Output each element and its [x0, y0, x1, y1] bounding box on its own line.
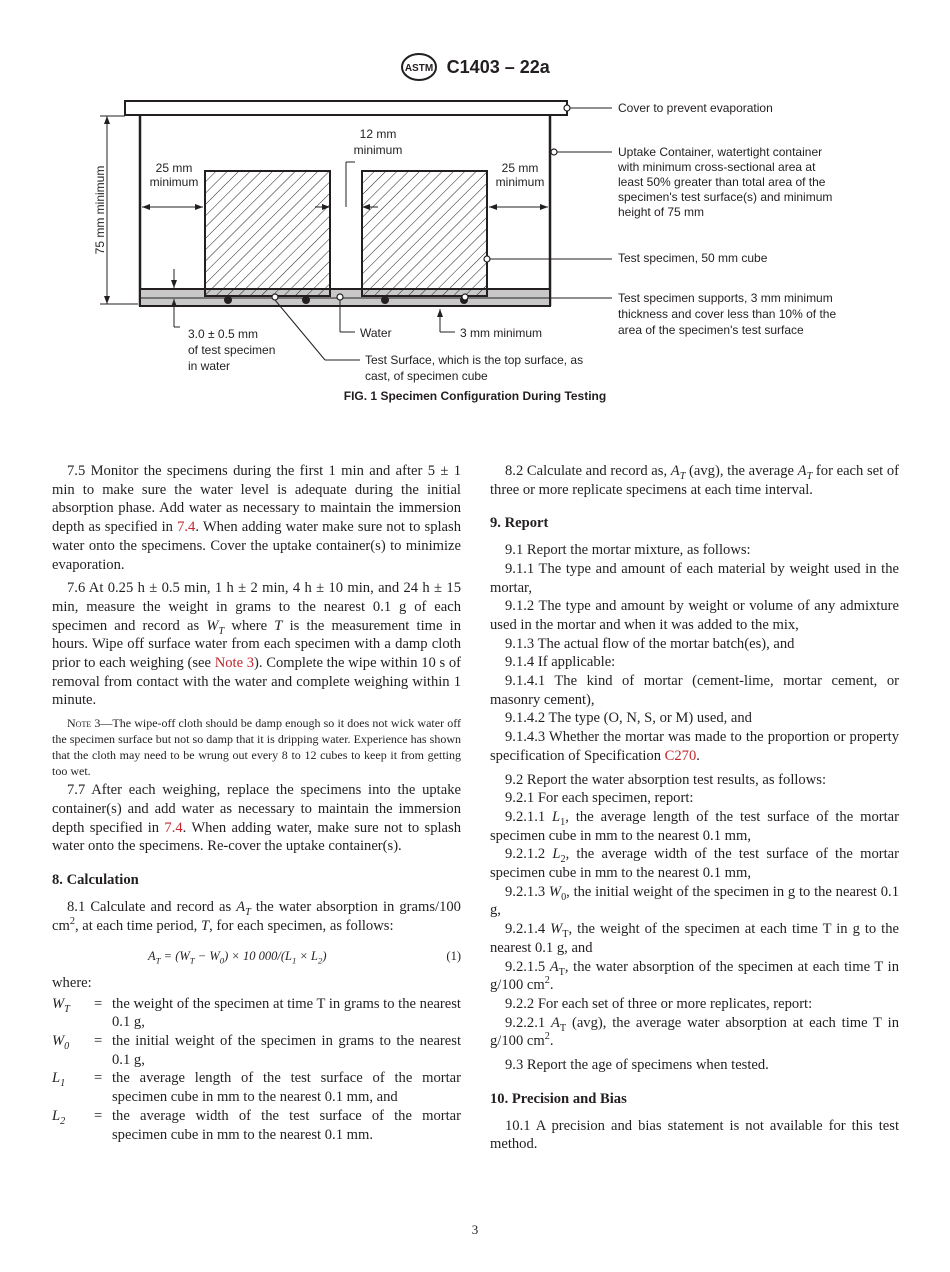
svg-text:least 50% greater than total a: least 50% greater than total area of the	[618, 175, 826, 189]
figure-caption: FIG. 1 Specimen Configuration During Testing	[343, 389, 607, 403]
section-8-1: 8.1 Calculate and record as $A_T$ the water absorption in grams/100 $cm^2$, at each time period, T, for each specimen, as follows:	[52, 898, 461, 934]
where-label: where:	[52, 974, 92, 991]
svg-text:12 mm: 12 mm	[359, 127, 397, 141]
section-7-7: 7.7 After each weighing, replace the specimens into the uptake container(s) and add water as necessary to maintain the immersion depth specified in 7.4. When adding water, make sure not to splash water onto the specimens. Re-cover the uptake container(s).	[52, 782, 461, 855]
symbol-definitions	[52, 995, 461, 1145]
section-10-1: 10.1 A precision and bias statement is not available for this test method.	[490, 1117, 899, 1153]
designation: C1403 – 22a	[446, 56, 550, 77]
section-8-2: 8.2 Calculate and record as, $A_T$ (avg), the average $A_T$ for each set of three or more replicate specimens at each time interval.	[490, 463, 900, 498]
section-9-1-1: 9.1.1 The type and amount of each material by weight used in the mortar,	[490, 560, 899, 596]
heading-calculation: 8. Calculation	[52, 872, 139, 889]
ref-7-4-link[interactable]: 7.4	[164, 819, 183, 836]
specimen-diagram	[80, 92, 880, 392]
definition-row: $W_T$ = the weight of the specimen at time T in grams to the nearest 0.1 g,	[52, 995, 461, 1031]
svg-text:in water: in water	[188, 359, 231, 373]
section-9-2-1-3: 9.2.1.3 $W_0$, the initial weight of the specimen in g to the nearest 0.1 g,	[490, 883, 899, 919]
svg-text:cast, of specimen cube: cast, of specimen cube	[365, 369, 488, 383]
svg-text:Uptake Container, watertight c: Uptake Container, watertight container	[618, 145, 823, 159]
section-9-2-1-4: 9.2.1.4 $W_T$, the weight of the specimen at each time T in g to the nearest 0.1 g, and	[490, 921, 900, 956]
cover-lid	[125, 101, 567, 115]
svg-text:Test Surface, which is the top: Test Surface, which is the top surface, as	[365, 353, 584, 367]
section-9-2-1-2: 9.2.1.2 $L_2$, the average width of the test surface of the mortar specimen cube in mm to the nearest 0.1 mm,	[490, 846, 899, 882]
section-9-1-4-1: 9.1.4.1 The kind of mortar (cement-lime, mortar cement, or masonry cement),	[490, 673, 899, 708]
section-9-3: 9.3 Report the age of specimens when tested.	[505, 1057, 769, 1074]
section-9-1-4-2: 9.1.4.2 The type (O, N, S, or M) used, and	[505, 710, 752, 727]
svg-text:thickness and cover less than: thickness and cover less than 10% of the	[618, 307, 837, 321]
section-9-1-4: 9.1.4 If applicable:	[505, 654, 616, 671]
definition-row: $L_1$ = the average length of the test surface of the mortar specimen cube in mm to the nearest 0.1 mm, and	[52, 1070, 461, 1106]
section-9-1-2: 9.1.2 The type and amount by weight or volume of any admixture used in the mortar and when it was added to the mix,	[490, 598, 899, 633]
svg-text:minimum: minimum	[149, 175, 199, 189]
svg-text:Test specimen, 50 mm cube: Test specimen, 50 mm cube	[618, 251, 768, 265]
svg-text:of test specimen: of test specimen	[188, 343, 276, 357]
svg-text:minimum: minimum	[495, 175, 545, 189]
test-specimen-right	[362, 171, 487, 296]
note-3: Note 3—The wipe-off cloth should be damp enough so it does not wick water off the specimen surface but not so damp that it is dripping water. Experience has shown that the cloth may need to be wrung out every 8 to 12 cubes to keep it from getting too wet.	[52, 716, 462, 778]
figure-1	[80, 92, 880, 392]
support-dot	[302, 296, 310, 304]
heading-report: 9. Report	[490, 515, 549, 532]
svg-text:25 mm: 25 mm	[155, 161, 193, 175]
equation-number: (1)	[446, 949, 461, 964]
section-9-2-2: 9.2.2 For each set of three or more replicates, report:	[505, 995, 813, 1012]
heading-precision-bias: 10. Precision and Bias	[490, 1090, 627, 1107]
ref-c270-link[interactable]: C270	[664, 747, 697, 764]
svg-text:minimum: minimum	[353, 143, 403, 157]
definition-row: $L_2$ = the average width of the test surface of the mortar specimen cube in mm to the nearest 0.1 mm.	[52, 1107, 461, 1143]
test-specimen-left	[205, 171, 330, 296]
section-9-2-1-1: 9.2.1.1 $L_1$, the average length of the test surface of the mortar specimen cube in mm to the nearest 0.1 mm,	[490, 808, 899, 844]
svg-text:specimen's test surface(s) and: specimen's test surface(s) and minimum	[618, 190, 833, 204]
svg-text:75 mm minimum: 75 mm minimum	[93, 165, 107, 255]
svg-text:25 mm: 25 mm	[501, 161, 539, 175]
ref-note-3-link[interactable]: Note 3	[214, 655, 255, 672]
equation-1: $A_T = (W_T - W_0) \times 10$ $000/(L_1 \times L_2)$ (1)	[148, 949, 461, 966]
support-dot	[224, 296, 232, 304]
section-9-1-3: 9.1.3 The actual flow of the mortar batch(es), and	[505, 635, 795, 652]
svg-text:Test specimen supports, 3 mm m: Test specimen supports, 3 mm minimum	[618, 291, 833, 305]
right-column	[490, 462, 899, 1154]
svg-text:ASTM: ASTM	[405, 63, 434, 74]
section-9-1: 9.1 Report the mortar mixture, as follows:	[505, 542, 751, 559]
document-header	[0, 52, 950, 82]
astm-logo-icon	[400, 52, 438, 82]
svg-text:3 mm minimum: 3 mm minimum	[460, 326, 543, 340]
section-7-6: 7.6 At 0.25 h ± 0.5 min, 1 h ± 2 min, 4 h ± 10 min, and 24 h ± 15 min, measure the weight in grams to the nearest 0.1 g of each specimen and record as $W_T$ where T is the measurement time in hours. Wipe off surface water from each specimen with a damp cloth prior to each weighing (see Note 3). Complete the wipe within 10 s of removal from contact with the water and complete weighing within 1 minute.	[52, 580, 462, 709]
section-9-2-1: 9.2.1 For each specimen, report:	[505, 790, 694, 807]
page-number: 3	[471, 1222, 479, 1237]
section-9-2-2-1: 9.2.2.1 $A_T$ (avg), the average water absorption at each time T in g/100 $cm^2$.	[490, 1014, 900, 1050]
left-column	[52, 462, 461, 1144]
support-dot	[381, 296, 389, 304]
section-7-5: 7.5 Monitor the specimens during the first 1 min and after 5 ± 1 min to make sure the water level is adequate during the initial absorption phase. Add water as necessary to maintain the immersion depth as specified in 7.4. When adding water make sure not to splash water onto the specimens. Cover the uptake container(s) to minimize evaporation.	[52, 463, 462, 573]
svg-text:with minimum cross-sectional a: with minimum cross-sectional area at	[618, 160, 816, 174]
svg-text:3.0 ± 0.5 mm: 3.0 ± 0.5 mm	[188, 327, 258, 341]
svg-text:Water: Water	[360, 326, 392, 340]
svg-text:height of 75 mm: height of 75 mm	[618, 205, 705, 219]
definition-row: $W_0$ = the initial weight of the specimen in grams to the nearest 0.1 g,	[52, 1033, 461, 1068]
svg-text:area of the specimen's test su: area of the specimen's test surface	[618, 323, 804, 337]
section-9-2-1-5: 9.2.1.5 $A_T$, the water absorption of the specimen at each time T in g/100 $cm^2$.	[490, 958, 899, 994]
section-9-2: 9.2 Report the water absorption test results, as follows:	[505, 771, 827, 788]
section-9-1-4-3: 9.1.4.3 Whether the mortar was made to the proportion or property specification of Specification C270.	[490, 729, 899, 764]
svg-text:Cover to prevent evaporation: Cover to prevent evaporation	[618, 101, 773, 115]
ref-7-4-link[interactable]: 7.4	[177, 519, 196, 536]
